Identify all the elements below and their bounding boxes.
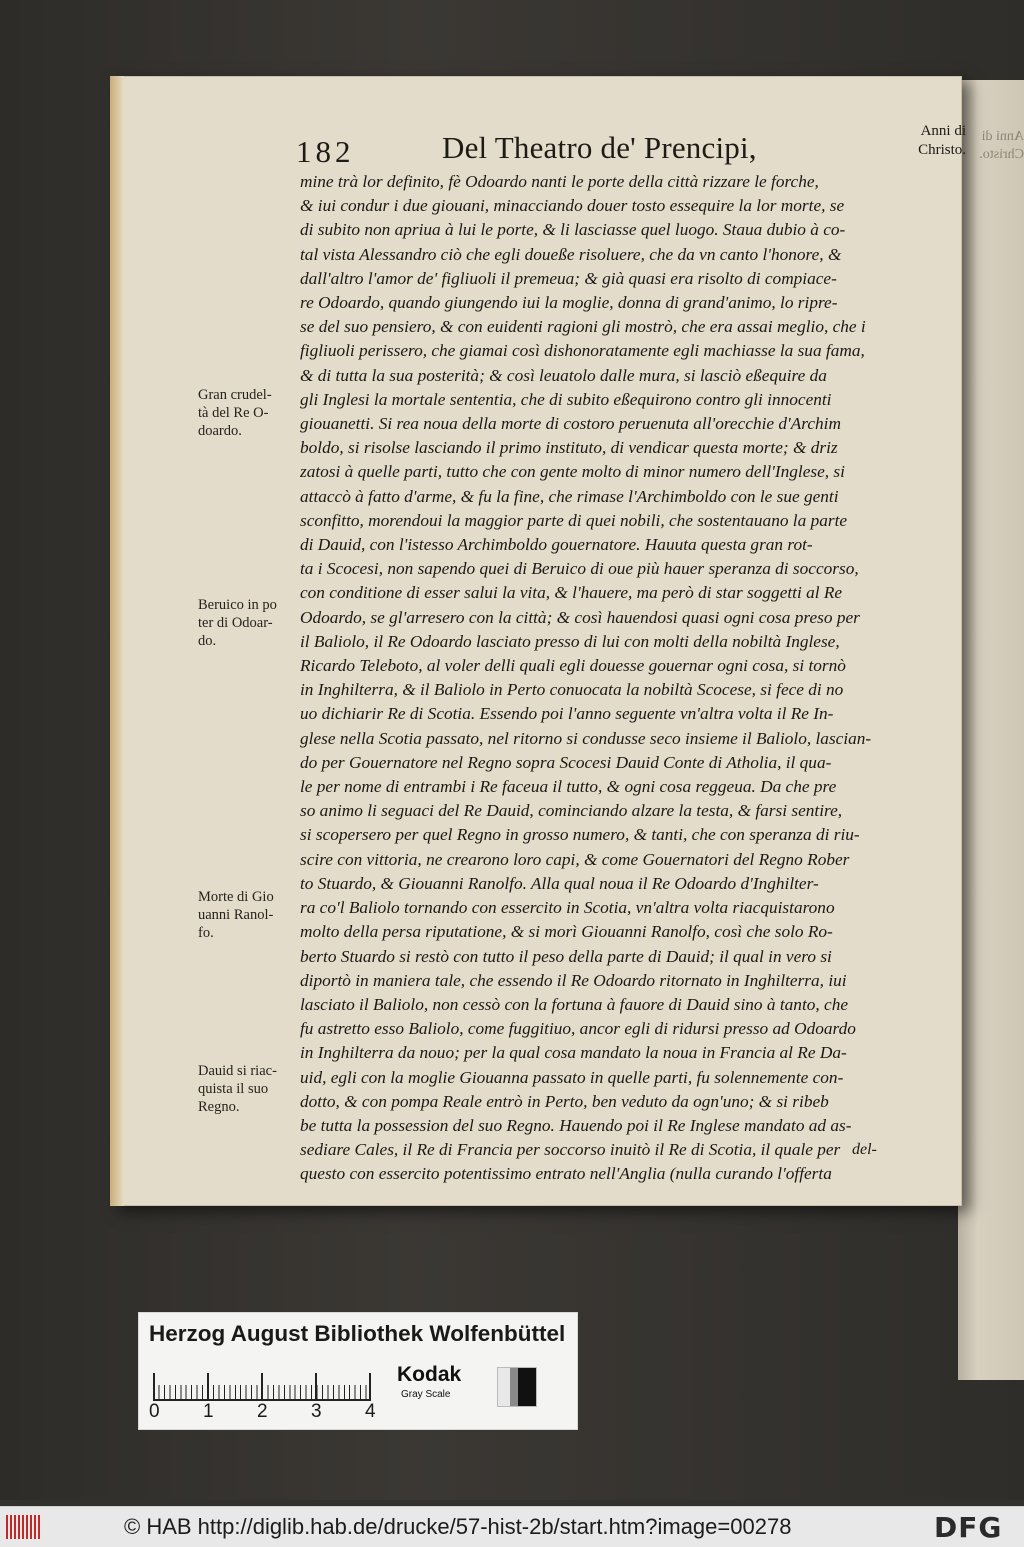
running-title: Del Theatro de' Prencipi,: [442, 130, 757, 165]
text-line: glese nella Scotia passato, nel ritorno si condusse seco insieme il Baliolo, lascian-: [300, 728, 872, 748]
margin-note-gran-crudelta: [198, 386, 298, 440]
text-line: so animo li seguaci del Re Dauid, cominciando alzare la testa, & farsi sentire,: [300, 801, 843, 821]
text-line: scire con vittoria, ne crearono loro capi, & come Gouernatori del Regno Rober: [300, 849, 850, 869]
text-line: dall'altro l'amor de' figliuoli il premeua; & già quasi era risolto di compiace-: [300, 268, 837, 288]
text-line: il Baliolo, il Re Odoardo lasciato presso di lui con molti della nobiltà Inglese,: [300, 631, 840, 651]
text-line: berto Stuardo si restò con tutto il peso della parte di Dauid; il qual in vero si: [300, 946, 832, 966]
margin-note-line: ter di Odoar-: [198, 615, 273, 631]
margin-note-dauid-regno: [198, 1062, 298, 1116]
scan-reference-card: [138, 1312, 578, 1430]
ruler-major-tick: [207, 1373, 209, 1399]
gray-scale-swatch: [497, 1367, 537, 1407]
hab-logo-icon: [6, 1515, 40, 1539]
ruler-number: 4: [365, 1401, 376, 1422]
swatch-dark: [518, 1368, 536, 1406]
text-line: le per nome di entrambi i Re faceua il tutto, & ogni cosa reggeua. Da che pre: [300, 777, 837, 797]
text-line: di Dauid, con l'istesso Archimboldo gouernatore. Hauuta questa gran rot-: [300, 535, 813, 555]
main-text-column: [300, 170, 910, 1187]
text-line: questo con essercito potentissimo entrato nell'Anglia (nulla curando l'offerta: [300, 1164, 832, 1184]
text-line: & iui condur i due giouani, minacciando douer tosto essequire la lor morte, se: [300, 196, 845, 216]
text-line: se del suo pensiero, & con euidenti ragioni gli mostrò, che era assai meglio, che i: [300, 317, 866, 337]
text-line: do per Gouernatore nel Regno sopra Scocesi Dauid Conte di Atholia, il qua-: [300, 752, 832, 772]
text-line: giouanetti. Si rea noua della morte di costoro peruenuta all'orecchie d'Archim: [300, 414, 841, 434]
text-line: con conditione di esser salui la vita, & l'hauere, ma però di star soggetti al Re: [300, 583, 843, 603]
text-line: to Stuardo, & Giouanni Ranolfo. Alla qual noua il Re Odoardo d'Inghilter-: [300, 873, 819, 893]
facing-page-bleed-text: [964, 128, 1024, 164]
text-line: molto della persa riputatione, & si morì Giouanni Ranolfo, così che solo Ro-: [300, 922, 833, 942]
text-line: uid, egli con la moglie Giouanna passato in quelle parti, fu solennemente con-: [300, 1067, 844, 1087]
text-line: & di tutta la sua posterità; & così leuatolo dalle mura, si lasciò eßequire da: [300, 365, 827, 385]
running-head: [296, 130, 796, 174]
library-name: Herzog August Bibliothek Wolfenbüttel: [149, 1321, 566, 1346]
text-line: attaccò à fatto d'arme, & fu la fine, che rimase l'Archimboldo con le sue genti: [300, 486, 839, 506]
margin-note-line: Beruico in po: [198, 597, 277, 613]
text-line: gli Inglesi la mortale sententia, che di subito eßequirono contro gli innocenti: [300, 389, 832, 409]
text-line: mine trà lor definito, fè Odoardo nanti le porte della città rizzare le forche,: [300, 172, 819, 191]
ruler-number: 2: [257, 1401, 268, 1422]
text-line: ta i Scocesi, non sapendo quei di Beruico di oue più hauer speranza di soccorso,: [300, 559, 859, 579]
ruler-major-tick: [261, 1373, 263, 1399]
margin-note-line: Dauid si riac-: [198, 1063, 277, 1079]
text-line: fu astretto esso Baliolo, come fuggitiuo, ancor egli di ridursi presso ad Odoardo: [300, 1019, 856, 1039]
ruler-number: 3: [311, 1401, 322, 1422]
text-line: in Inghilterra da nouo; per la qual cosa mandato la noua in Francia al Re Da-: [300, 1043, 847, 1063]
catchword: del-: [852, 1141, 877, 1158]
ruler-number: 1: [203, 1401, 214, 1422]
text-line: lasciato il Baliolo, non cessò con la fortuna à fauore di Dauid sino à tanto, che: [300, 994, 849, 1014]
text-line: figliuoli perissero, che giamai così dishonoratamente egli machiasse la sua fama,: [300, 341, 865, 361]
margin-note-line: fo.: [198, 925, 214, 941]
margin-note-line: tà del Re O-: [198, 405, 269, 421]
text-line: tal vista Alessandro ciò che egli doueße risoluere, che da vn canto l'honore, &: [300, 244, 842, 264]
text-line: ra co'l Baliolo tornando con essercito in Scotia, vn'altra volta riacquistarono: [300, 898, 835, 918]
text-line: boldo, si risolse lasciando il primo instituto, di vendicar questa morte; & driz: [300, 438, 838, 458]
margin-note-morte-ranolfo: [198, 888, 298, 942]
measurement-ruler: [153, 1363, 371, 1401]
text-line: Odoardo, se gl'arresero con la città; & così hauendosi quasi ogni cosa preso per: [300, 607, 860, 627]
ruler-major-tick: [369, 1373, 371, 1399]
kodak-logo: Kodak: [397, 1363, 462, 1386]
margin-note-line: quista il suo: [198, 1081, 269, 1097]
margin-note-line: Regno.: [198, 1099, 240, 1115]
anni-label-line: Anni di: [920, 123, 966, 139]
text-line: uo dichiarir Re di Scotia. Essendo poi l'anno seguente vn'altra volta il Re In-: [300, 704, 834, 724]
gray-scale-label: Gray Scale: [401, 1389, 451, 1400]
viewer-footer: [0, 1506, 1024, 1547]
text-line: diportò in maniera tale, che essendo il Re Odoardo ritornato in Inghilterra, iui: [300, 970, 847, 990]
text-line: Ricardo Teleboto, al voler delli quali egli douesse gouernar ogni cosa, si tornò: [300, 656, 846, 676]
text-line: sconfitto, morendoui la maggior parte di quei nobili, che sostentauano la parte: [300, 510, 848, 530]
anni-di-christo-label: [876, 122, 966, 160]
anni-label-line: Christo.: [918, 142, 966, 158]
swatch-mid: [510, 1368, 518, 1406]
text-line: di subito non apriua à lui le porte, & li lasciasse quel luogo. Staua dubio à co-: [300, 220, 846, 240]
margin-note-line: Morte di Gio: [198, 889, 274, 905]
source-url-link[interactable]: © HAB http://diglib.hab.de/drucke/57-hist-2b/start.htm?image=00278: [124, 1514, 792, 1539]
text-line: in Inghilterra, & il Baliolo in Perto conuocata la nobiltà Scocese, si fece di no: [300, 680, 844, 700]
facing-page-edge: [958, 80, 1024, 1380]
text-line: dotto, & con pompa Reale entrò in Perto, ben veduto da ogn'uno; & si ribeb: [300, 1091, 829, 1111]
margin-note-line: Gran crudel-: [198, 387, 272, 403]
bleed-line: Christo.: [979, 147, 1024, 162]
bleed-line: Anni di: [981, 129, 1024, 144]
page-number: 182: [296, 134, 355, 169]
text-line: sediare Cales, il Re di Francia per soccorso inuitò il Re di Scotia, il quale per: [300, 1140, 841, 1160]
ruler-number: 0: [149, 1401, 160, 1422]
swatch-light: [498, 1368, 510, 1406]
dfg-logo: DFG: [934, 1511, 1003, 1544]
ruler-major-tick: [153, 1373, 155, 1399]
page-gutter-edge: [110, 76, 124, 1206]
text-line: si scopersero per quel Regno in grosso numero, & tanti, che con speranza di riu-: [300, 825, 860, 845]
margin-note-beruico: [198, 596, 298, 650]
margin-note-line: do.: [198, 633, 217, 649]
ruler-major-tick: [315, 1373, 317, 1399]
margin-note-line: doardo.: [198, 423, 242, 439]
text-line: be tutta la possession del suo Regno. Hauendo poi il Re Inglese mandato ad as-: [300, 1115, 852, 1135]
text-line: zatosi à quelle parti, tutto che con gente molto di minor numero dell'Inglese, si: [300, 462, 845, 482]
text-line: re Odoardo, quando giungendo iui la moglie, donna di grand'animo, lo ripre-: [300, 293, 838, 313]
margin-note-line: uanni Ranol-: [198, 907, 274, 923]
ruler-numbers: [145, 1401, 385, 1425]
